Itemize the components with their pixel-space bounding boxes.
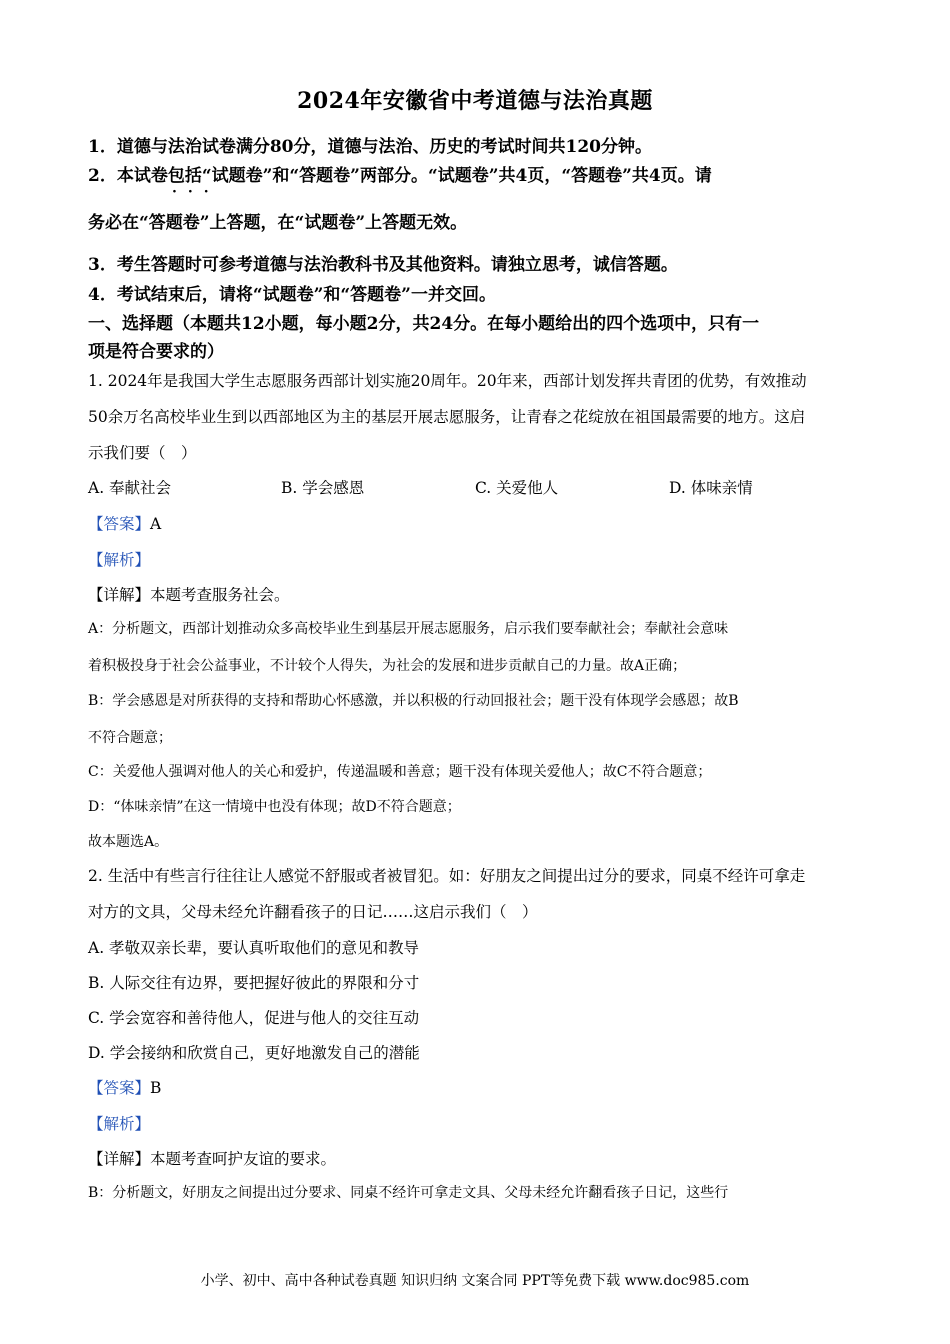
q2-analysis-label: 【解析】 bbox=[88, 1115, 151, 1133]
q2-stem-line2: 对方的文具，父母未经允许翻看孩子的日记……这启示我们（ ） bbox=[88, 903, 538, 921]
note-2-cont: 务必在“答题卷”上答题，在“试题卷”上答题无效。 bbox=[88, 213, 468, 233]
q2-stem-line1: 2. 生活中有些言行往往让人感觉不舒服或者被冒犯。如：好朋友之间提出过分的要求，同桌不经许可拿走 bbox=[88, 867, 806, 885]
q2-detail-label: 【详解】 bbox=[88, 1150, 151, 1168]
q1-detail-label: 【详解】 bbox=[88, 586, 151, 604]
q1-stem-line3: 示我们要（ ） bbox=[88, 444, 197, 462]
q1-answer bbox=[88, 512, 161, 534]
q1-analysis-label: 【解析】 bbox=[88, 551, 151, 569]
q1-option-d: D. 体味亲情 bbox=[669, 479, 753, 497]
q2-detail-text: 本题考查呵护友谊的要求。 bbox=[150, 1150, 337, 1168]
q1-option-b: B. 学会感恩 bbox=[281, 479, 365, 497]
note-1: 1．道德与法治试卷满分80分，道德与法治、历史的考试时间共120分钟。 bbox=[88, 137, 652, 157]
q1-option-c: C. 关爱他人 bbox=[475, 479, 559, 497]
section-heading-line1: 一、选择题（本题共12小题，每小题2分，共24分。在每小题给出的四个选项中，只有一 bbox=[88, 314, 760, 334]
q1-option-a: A. 奉献社会 bbox=[88, 479, 172, 497]
q1-explanation-line4: 不符合题意； bbox=[88, 730, 172, 746]
q1-detail bbox=[88, 583, 290, 605]
q1-stem-line1: 1. 2024年是我国大学生志愿服务西部计划实施20周年。20年来，西部计划发挥共青团的优势，有效推动 bbox=[88, 372, 807, 390]
q2-answer bbox=[88, 1076, 161, 1098]
q2-answer-value: B bbox=[150, 1079, 162, 1097]
section-heading-line2: 项是符合要求的） bbox=[88, 342, 224, 362]
q1-explanation-line6: D：“体味亲情”在这一情境中也没有体现；故D不符合题意； bbox=[88, 799, 461, 815]
emphasis-dots: ··· bbox=[172, 184, 220, 200]
q1-explanation-line7: 故本题选A。 bbox=[88, 834, 169, 850]
note-2: 2．本试卷包括“试题卷”和“答题卷”两部分。“试题卷”共4页，“答题卷”共4页。请 bbox=[88, 166, 712, 186]
q2-detail bbox=[88, 1147, 336, 1169]
q1-answer-value: A bbox=[150, 515, 162, 533]
q1-answer-label: 【答案】 bbox=[88, 515, 151, 533]
q2-answer-label: 【答案】 bbox=[88, 1079, 151, 1097]
q2-option-d: D. 学会接纳和欣赏自己，更好地激发自己的潜能 bbox=[88, 1044, 420, 1062]
q1-explanation-line5: C：关爱他人强调对他人的关心和爱护，传递温暖和善意；题干没有体现关爱他人；故C不符合题意； bbox=[88, 764, 712, 780]
page-footer: 小学、初中、高中各种试卷真题 知识归纳 文案合同 PPT等免费下载 www.doc985.com bbox=[200, 1273, 750, 1289]
page-title: 2024年安徽省中考道德与法治真题 bbox=[297, 88, 653, 114]
q1-stem-line2: 50余万名高校毕业生到以西部地区为主的基层开展志愿服务，让青春之花绽放在祖国最需要的地方。这启 bbox=[88, 408, 806, 426]
q1-explanation-line2: 着积极投身于社会公益事业，不计较个人得失，为社会的发展和进步贡献自己的力量。故A正确； bbox=[88, 658, 687, 674]
q2-option-a: A. 孝敬双亲长辈，要认真听取他们的意见和教导 bbox=[88, 939, 420, 957]
q1-explanation-line3: B：学会感恩是对所获得的支持和帮助心怀感激，并以积极的行动回报社会；题干没有体现学会感恩；故B bbox=[88, 693, 739, 709]
q2-explanation-line1: B：分析题文，好朋友之间提出过分要求、同桌不经许可拿走文具、父母未经允许翻看孩子日记，这些行 bbox=[88, 1185, 729, 1201]
q1-detail-text: 本题考查服务社会。 bbox=[150, 586, 290, 604]
q2-option-c: C. 学会宽容和善待他人，促进与他人的交往互动 bbox=[88, 1009, 420, 1027]
q1-explanation-line1: A：分析题文，西部计划推动众多高校毕业生到基层开展志愿服务，启示我们要奉献社会；奉献社会意味 bbox=[88, 621, 729, 637]
note-3: 3．考生答题时可参考道德与法治教科书及其他资料。请独立思考，诚信答题。 bbox=[88, 255, 678, 275]
note-4: 4．考试结束后，请将“试题卷”和“答题卷”一并交回。 bbox=[88, 285, 496, 305]
q2-option-b: B. 人际交往有边界，要把握好彼此的界限和分寸 bbox=[88, 974, 420, 992]
